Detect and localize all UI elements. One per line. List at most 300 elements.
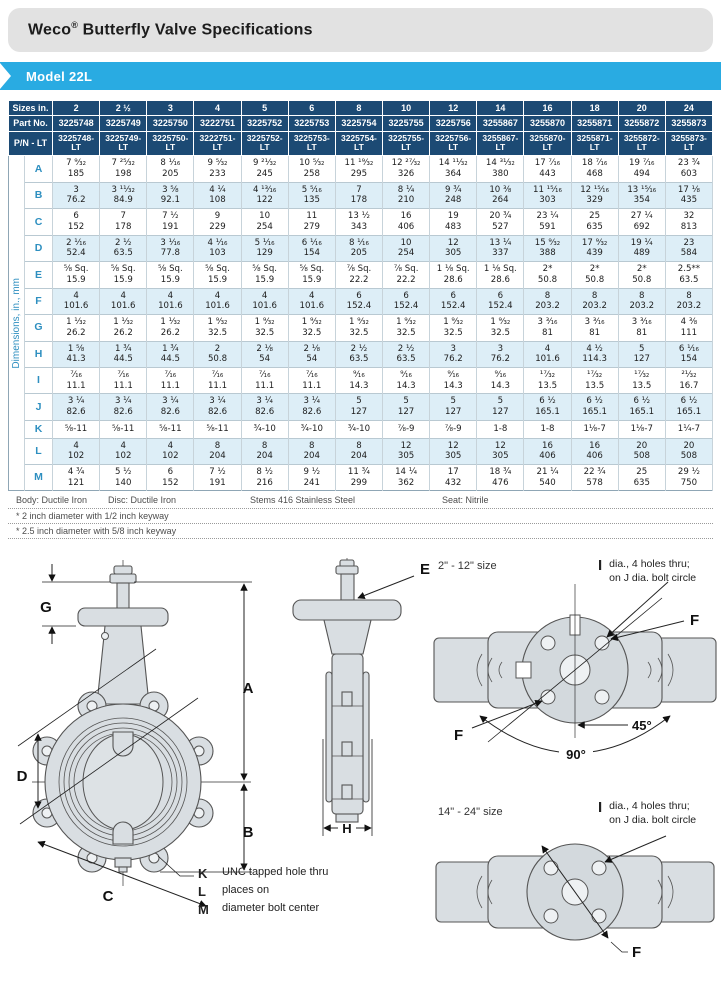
value-mm: 578: [586, 477, 603, 488]
value-inches: 4 ¾: [67, 466, 85, 477]
table-cell: [477, 182, 524, 208]
value-mm: 635: [633, 477, 650, 488]
value-inches: 9: [214, 211, 221, 222]
top-view-large-drawing: [430, 830, 720, 962]
value-inches: 6 ½: [586, 396, 603, 407]
value-inches: 3 ¼: [67, 396, 85, 407]
value-inches: 2 ½: [397, 343, 415, 354]
value-mm: 32.5: [443, 327, 463, 338]
table-cell: [571, 315, 618, 341]
table-cell: [524, 235, 571, 261]
table-row: [9, 235, 713, 261]
table-cell: [571, 209, 618, 235]
value-inches: 23: [683, 237, 695, 248]
value-mm: 154: [680, 354, 698, 365]
table-cell: [288, 438, 335, 464]
value-inches: 17: [447, 466, 459, 477]
value-mm: 443: [539, 168, 556, 179]
table-cell: [477, 438, 524, 464]
table-cell: [100, 288, 147, 314]
table-cell: [477, 209, 524, 235]
table-row: [9, 288, 713, 314]
table-cell: [53, 420, 100, 438]
value-inches: 11 ¾: [347, 466, 370, 477]
header-row-label: P/N - LT: [9, 131, 53, 156]
table-cell: [430, 288, 477, 314]
value-mm: 204: [350, 451, 368, 462]
header-cell: 12: [430, 101, 477, 116]
table-cell: [383, 156, 430, 182]
table-cell: [383, 288, 430, 314]
table-cell: [571, 262, 618, 288]
value-inches: 6 ½: [680, 396, 698, 407]
value-mm: 11.1: [207, 380, 228, 391]
table-cell: [665, 438, 712, 464]
row-label: A: [25, 156, 53, 182]
value-mm: 584: [680, 248, 698, 259]
value-inches: 9 ²¹⁄₃₂: [252, 158, 277, 169]
dim-label-h: H: [342, 821, 352, 837]
value-mm: 229: [209, 221, 226, 232]
value-mm: 813: [680, 221, 698, 232]
table-cell: [53, 262, 100, 288]
value-inches: 15 ⁹⁄₃₂: [534, 237, 561, 248]
table-cell: [524, 288, 571, 314]
table-cell: [618, 156, 665, 182]
dim-label-f-large: F: [632, 944, 642, 962]
legend-text-l: places on: [222, 884, 270, 897]
table-cell: [194, 209, 241, 235]
value-inches: 1 ¾: [162, 343, 179, 354]
value-inches: 5 ½: [114, 466, 132, 477]
value-mm: 82.6: [207, 407, 228, 418]
table-cell: [430, 209, 477, 235]
value-mm: 165.1: [676, 407, 702, 418]
value-inches: ¹⁷⁄₃₂: [539, 369, 556, 380]
table-cell: [147, 438, 194, 464]
value-inches: 16: [400, 211, 412, 222]
table-cell: [147, 464, 194, 490]
spec-table-wrap: [8, 100, 713, 491]
table-cell: [194, 182, 241, 208]
table-cell: [241, 262, 288, 288]
table-cell: [571, 156, 618, 182]
table-row: [9, 315, 713, 341]
value-mm: 204: [303, 451, 320, 462]
value-inches: 5: [639, 343, 645, 354]
value-mm: 44.5: [113, 354, 133, 365]
value-mm: 13.5: [585, 380, 605, 391]
table-cell: [194, 438, 241, 464]
value-mm: 527: [492, 221, 509, 232]
value-inches: 1 ¾: [114, 343, 132, 354]
value-mm: 76.2: [66, 195, 86, 206]
row-label: D: [25, 235, 53, 261]
value-inches: 17 ⁹⁄₃₂: [581, 237, 608, 248]
large-size-range-label: 14" - 24" size: [438, 806, 503, 819]
value-mm: 14.3: [443, 380, 463, 391]
value-mm: 508: [633, 451, 650, 462]
value-inches: 14 ¼: [395, 466, 418, 477]
row-label: C: [25, 209, 53, 235]
value-mm: 11.1: [160, 380, 180, 391]
value-mm: 81: [636, 327, 648, 338]
value-mm: 82.6: [66, 407, 86, 418]
value-mm: 122: [256, 195, 273, 206]
table-cell: [147, 288, 194, 314]
value-mm: 81: [589, 327, 601, 338]
value-mm: 54: [306, 354, 318, 365]
value-inches: 3 ¼: [114, 396, 132, 407]
value-inches: 19 ⁷⁄₁₆: [629, 158, 655, 169]
table-cell: [477, 394, 524, 420]
table-cell: [335, 156, 382, 182]
header-cell: 10: [383, 101, 430, 116]
value-mm: 165.1: [582, 407, 607, 418]
value-mm: 11.1: [302, 380, 322, 391]
value-inches: 3: [497, 343, 504, 354]
value-inches: 6: [356, 290, 362, 301]
value-mm: 203.2: [629, 301, 655, 312]
value-mm: 205: [350, 248, 368, 259]
value-inches: ⅞ Sq.: [393, 264, 419, 275]
table-cell: [241, 438, 288, 464]
header-cell: 3225754- LT: [335, 131, 382, 156]
table-cell: [335, 262, 382, 288]
table-cell: [618, 209, 665, 235]
value-mm: 14.3: [396, 380, 416, 391]
table-cell: [194, 288, 241, 314]
table-cell: [618, 464, 665, 490]
table-cell: [100, 235, 147, 261]
value-mm: 603: [680, 168, 698, 179]
table-cell: [288, 156, 335, 182]
value-mm: 508: [680, 451, 698, 462]
value-mm: 101.6: [63, 301, 89, 312]
value-inches: 27 ¼: [630, 211, 653, 222]
value-inches: 4: [120, 440, 126, 451]
value-inches: 1-8: [540, 423, 555, 434]
value-mm: 32.5: [349, 327, 369, 338]
value-mm: 76.2: [490, 354, 510, 365]
table-cell: [241, 182, 288, 208]
value-inches: 7 ½: [209, 466, 226, 477]
value-inches: ²¹⁄₃₂: [681, 369, 697, 380]
table-cell: [477, 235, 524, 261]
table-cell: [335, 209, 382, 235]
table-cell: [665, 235, 712, 261]
row-label: J: [25, 394, 53, 420]
value-mm: 11.1: [113, 380, 133, 391]
value-mm: 15.9: [66, 274, 86, 285]
value-inches: ⁷⁄₁₆: [211, 369, 224, 380]
table-cell: [288, 262, 335, 288]
value-mm: 92.1: [160, 195, 180, 206]
table-cell: [100, 262, 147, 288]
value-mm: 63.5: [349, 354, 369, 365]
header-cell: 6: [288, 101, 335, 116]
value-inches: 12: [447, 237, 459, 248]
value-inches: ⅝-11: [64, 423, 88, 434]
table-cell: [383, 367, 430, 393]
table-cell: [194, 420, 241, 438]
table-cell: [53, 315, 100, 341]
value-inches: 9 ½: [303, 466, 321, 477]
value-mm: 432: [445, 477, 462, 488]
value-mm: 101.6: [299, 301, 325, 312]
table-cell: [477, 315, 524, 341]
legend-text-m: diameter bolt center: [222, 902, 320, 915]
header-cell: 16: [524, 101, 571, 116]
value-mm: 32.5: [490, 327, 510, 338]
value-mm: 84.9: [113, 195, 133, 206]
header-cell: 3255872- LT: [618, 131, 665, 156]
large-hole-note: [598, 800, 721, 826]
value-inches: ⁷⁄₁₆: [70, 369, 82, 380]
value-mm: 16.7: [679, 380, 699, 391]
value-mm: 152: [162, 477, 179, 488]
table-cell: [383, 394, 430, 420]
value-mm: 15.9: [160, 274, 180, 285]
value-inches: 2: [214, 343, 221, 354]
header-cell: 3225748: [53, 116, 100, 131]
table-cell: [477, 262, 524, 288]
header-cell: 3225756- LT: [430, 131, 477, 156]
table-cell: [571, 341, 618, 367]
value-inches: 9 ⁵⁄₃₂: [207, 158, 228, 169]
value-inches: 4: [544, 343, 551, 354]
value-mm: 127: [397, 407, 415, 418]
value-mm: 152: [67, 221, 85, 232]
value-inches: ⅝ Sq.: [299, 264, 325, 275]
table-cell: [100, 438, 147, 464]
table-cell: [430, 438, 477, 464]
value-inches: 2 ⅛: [303, 343, 321, 354]
table-cell: [53, 394, 100, 420]
value-inches: ⁷⁄₁₆: [164, 369, 177, 380]
value-inches: ⁹⁄₁₆: [400, 369, 412, 380]
value-inches: 7: [356, 184, 362, 195]
value-inches: 12 ²⁷⁄₃₂: [391, 158, 421, 169]
value-mm: 129: [256, 248, 273, 259]
model-label: Model 22L: [26, 68, 93, 84]
value-inches: ¾-10: [300, 423, 323, 434]
value-mm: 191: [209, 477, 226, 488]
value-mm: 329: [586, 195, 603, 206]
table-cell: [524, 341, 571, 367]
value-mm: 32.5: [255, 327, 275, 338]
value-inches: 16: [589, 440, 601, 451]
value-inches: 4 ¼: [209, 184, 226, 195]
dim-label-f-bottom: F: [454, 727, 464, 745]
value-inches: 12 ¹⁵⁄₁₆: [580, 184, 610, 195]
value-inches: ⅝-11: [206, 423, 229, 434]
value-inches: 4: [73, 440, 79, 451]
drawings-section: [0, 548, 721, 966]
table-cell: [430, 394, 477, 420]
value-mm: 15.9: [255, 274, 275, 285]
header-cell: 3225750- LT: [147, 131, 194, 156]
header-cell: 3255871: [571, 116, 618, 131]
table-cell: [288, 394, 335, 420]
table-cell: [147, 235, 194, 261]
legend-row-l: [198, 884, 328, 899]
value-inches: 2.5**: [677, 264, 701, 275]
value-mm: 248: [445, 195, 462, 206]
value-inches: 10 ⅜: [489, 184, 512, 195]
value-inches: 8 ½: [256, 466, 273, 477]
table-cell: [100, 420, 147, 438]
value-inches: 5: [450, 396, 456, 407]
header-cell: 2: [53, 101, 100, 116]
value-inches: 8: [309, 440, 315, 451]
table-cell: [524, 394, 571, 420]
value-inches: 3 ¼: [162, 396, 179, 407]
value-mm: 198: [115, 168, 132, 179]
header-cell: 3225753- LT: [288, 131, 335, 156]
small-size-range-label: 2" - 12" size: [438, 560, 497, 573]
table-cell: [665, 156, 712, 182]
header-cell: 3222751- LT: [194, 131, 241, 156]
header-row: [9, 101, 713, 116]
value-inches: 7 ²⁵⁄₃₂: [111, 158, 135, 169]
table-cell: [477, 288, 524, 314]
value-mm: 32.5: [396, 327, 416, 338]
dimensions-side-label-text: Dimensions, in., mm: [10, 278, 22, 369]
table-cell: [618, 341, 665, 367]
header-cell: 20: [618, 101, 665, 116]
row-label: H: [25, 341, 53, 367]
page-title: Weco® Butterfly Valve Specifications: [28, 20, 313, 39]
row-label: B: [25, 182, 53, 208]
value-inches: 8: [686, 290, 692, 301]
table-cell: [524, 262, 571, 288]
row-label: G: [25, 315, 53, 341]
table-cell: [100, 341, 147, 367]
table-cell: [571, 420, 618, 438]
table-cell: [383, 438, 430, 464]
value-mm: 82.6: [302, 407, 322, 418]
legend-text-k: UNC tapped hole thru: [222, 866, 329, 879]
value-inches: 1⅛-7: [630, 423, 653, 434]
value-inches: ⅞-9: [444, 423, 462, 434]
value-inches: 2 ½: [350, 343, 368, 354]
value-inches: 14 ³¹⁄₃₂: [485, 158, 515, 169]
table-cell: [241, 209, 288, 235]
table-cell: [335, 464, 382, 490]
value-mm: 178: [350, 195, 368, 206]
table-cell: [288, 367, 335, 393]
value-mm: 11.1: [66, 380, 86, 391]
header-cell: 3225750: [147, 116, 194, 131]
value-mm: 185: [67, 168, 85, 179]
value-inches: 1 ⁹⁄₃₂: [348, 317, 369, 328]
value-inches: 3: [73, 184, 79, 195]
value-inches: 3: [450, 343, 456, 354]
value-mm: 258: [303, 168, 320, 179]
value-inches: 3 ³⁄₁₆: [584, 317, 605, 328]
value-mm: 295: [350, 168, 368, 179]
header-cell: 3255873: [665, 116, 712, 131]
value-inches: ⁹⁄₁₆: [494, 369, 507, 380]
value-inches: 2 ⅛: [256, 343, 273, 354]
table-cell: [194, 341, 241, 367]
table-cell: [383, 464, 430, 490]
value-inches: 8: [639, 290, 645, 301]
value-mm: 11.1: [255, 380, 275, 391]
value-mm: 26.2: [160, 327, 180, 338]
table-cell: [618, 394, 665, 420]
table-cell: [430, 315, 477, 341]
value-inches: 6 ½: [633, 396, 651, 407]
row-label: M: [25, 464, 53, 490]
value-inches: 3 ¼: [209, 396, 226, 407]
table-cell: [53, 288, 100, 314]
value-mm: 354: [633, 195, 650, 206]
table-cell: [335, 235, 382, 261]
table-cell: [241, 156, 288, 182]
table-row: [9, 156, 713, 182]
value-inches: 12: [447, 440, 459, 451]
table-cell: [618, 262, 665, 288]
table-cell: [194, 464, 241, 490]
valve-body-side: [293, 560, 401, 822]
dim-label-g: G: [40, 599, 52, 617]
table-cell: [100, 156, 147, 182]
value-mm: 127: [492, 407, 509, 418]
table-cell: [147, 209, 194, 235]
value-inches: 18 ¾: [489, 466, 512, 477]
value-mm: 22.2: [349, 274, 369, 285]
value-inches: 6: [497, 290, 504, 301]
value-mm: 14.3: [490, 380, 510, 391]
value-inches: ⁷⁄₁₆: [305, 369, 318, 380]
value-inches: 8: [544, 290, 551, 301]
value-mm: 435: [680, 195, 698, 206]
value-mm: 380: [492, 168, 509, 179]
bolt-legend: [198, 866, 328, 920]
value-inches: 5 ¹⁄₁₆: [254, 237, 275, 248]
value-inches: ⅝ Sq.: [63, 264, 89, 275]
table-cell: [241, 464, 288, 490]
value-inches: ⅞-9: [397, 423, 415, 434]
value-inches: 6: [403, 290, 409, 301]
value-inches: 5 ⁵⁄₁₆: [301, 184, 322, 195]
value-mm: 82.6: [113, 407, 133, 418]
header-cell: 3255871- LT: [571, 131, 618, 156]
table-row: [9, 341, 713, 367]
table-cell: [430, 341, 477, 367]
table-cell: [571, 182, 618, 208]
table-row: [9, 394, 713, 420]
table-cell: [241, 341, 288, 367]
value-mm: 127: [350, 407, 368, 418]
value-inches: 8: [591, 290, 598, 301]
value-inches: ⁹⁄₁₆: [447, 369, 460, 380]
table-cell: [335, 341, 382, 367]
table-cell: [194, 367, 241, 393]
value-inches: 3 ¹¹⁄₃₂: [111, 184, 135, 195]
value-mm: 140: [115, 477, 132, 488]
value-mm: 102: [162, 451, 179, 462]
value-inches: ⅝-11: [112, 423, 135, 434]
value-mm: 305: [492, 451, 509, 462]
value-inches: 19: [447, 211, 459, 222]
value-mm: 203.2: [582, 301, 607, 312]
legend-key-l: L: [198, 884, 206, 900]
table-cell: [53, 209, 100, 235]
value-mm: 101.6: [158, 301, 183, 312]
